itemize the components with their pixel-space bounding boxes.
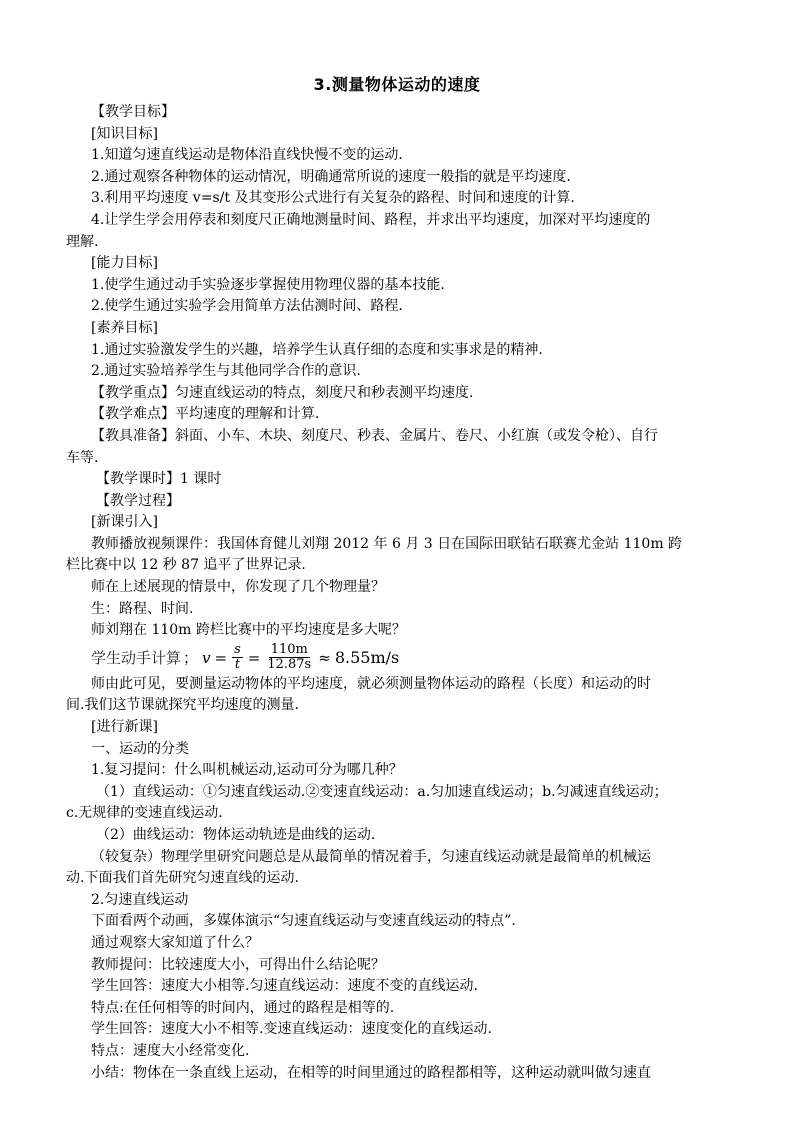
summary: 小结：物体在一条直线上运动，在相等的时间里通过的路程都相等，这种运动就叫做匀速直: [91, 1064, 651, 1081]
teaching-key-points: 【教学重点】匀速直线运动的特点，刻度尺和秒表测平均速度.: [91, 384, 474, 401]
formula-separator: ；: [183, 648, 199, 667]
paragraph-simplest-motion-cont: 动.下面我们首先研究匀速直线的运动.: [66, 870, 299, 887]
subheading-ability-goals: [能力目标]: [91, 255, 158, 272]
paragraph-simplest-motion: （较复杂）物理学里研究问题总是从最简单的情况着手，匀速直线运动就是最简单的机械运: [91, 848, 651, 865]
fraction-denominator-t: t: [234, 657, 241, 673]
ability-goal-1: 1.使学生通过动手实验逐步掌握使用物理仪器的基本技能.: [91, 276, 445, 293]
formula-approx: ≈: [318, 648, 331, 667]
fraction-s-over-t: [232, 643, 243, 672]
feature-variable: 特点：速度大小经常变化.: [91, 1042, 250, 1059]
ability-goal-2: 2.使学生通过实验学会用简单方法估测时间、路程.: [91, 298, 403, 315]
literacy-goal-2: 2.通过实验培养学生与其他同学合作的意识.: [91, 363, 361, 380]
teacher-question-quantities: 师在上述展现的情景中，你发现了几个物理量？: [91, 579, 385, 596]
paragraph-video-intro: 教师播放视频课件：我国体育健儿刘翔 2012 年 6 月 3 日在国际田联钻石联赛尤金站 110m 跨: [91, 535, 683, 552]
teaching-hours: 【教学课时】1 课时: [96, 471, 222, 488]
subheading-new-lesson-intro: [新课引入]: [91, 514, 158, 531]
knowledge-goal-4: 4.让学生学会用停表和刻度尺正确地测量时间、路程，并求出平均速度，加深对平均速度的: [91, 211, 651, 228]
subheading-literacy-goals: [素养目标]: [91, 319, 158, 336]
document-body: [66, 102, 734, 1084]
linear-motion-types-cont: c.无规律的变速直线运动.: [66, 805, 223, 822]
fraction-numerator-s: s: [234, 642, 241, 658]
section-motion-classification: 一、运动的分类: [91, 740, 189, 757]
curvilinear-motion: （2）曲线运动：物体运动轨迹是曲线的运动.: [96, 827, 376, 843]
document-title: 3.测量物体运动的速度: [313, 75, 481, 94]
knowledge-goal-2: 2.通过观察各种物体的运动情况，明确通常所说的速度一般指的就是平均速度.: [91, 168, 571, 185]
formula-velocity-symbol: v: [202, 648, 211, 667]
student-answer-uniform: 学生回答：速度大小相等.匀速直线运动：速度不变的直线运动.: [91, 978, 478, 995]
observation-question: 通过观察大家知道了什么？: [91, 934, 259, 951]
teaching-difficulties: 【教学难点】平均速度的理解和计算.: [91, 406, 320, 423]
speed-formula: [66, 642, 734, 674]
fraction-denominator-time: 12.87s: [267, 657, 312, 673]
subheading-knowledge-goals: [知识目标]: [91, 125, 158, 142]
linear-motion-types: （1）直线运动：①匀速直线运动.②变速直线运动：a.匀加速直线运动；b.匀减速直线运动；: [96, 783, 668, 800]
fraction-distance-over-time: [265, 643, 313, 672]
teacher-question-average-speed: 师刘翔在 110m 跨栏比赛中的平均速度是多大呢？: [91, 622, 406, 639]
section-uniform-linear-motion: 2.匀速直线运动: [91, 891, 189, 908]
student-answer-quantities: 生：路程、时间.: [91, 600, 194, 617]
paragraph-video-intro-cont: 栏比赛中以 12 秒 87 追平了世界记录.: [66, 557, 306, 574]
teaching-aids: 【教具准备】斜面、小车、木块、刻度尺、秒表、金属片、卷尺、小红旗（或发令枪）、自行: [91, 427, 658, 444]
paragraph-conclusion-cont: 间.我们这节课就探究平均速度的测量.: [66, 697, 299, 714]
animation-demo: 下面看两个动画，多媒体演示“匀速直线运动与变速直线运动的特点”.: [91, 913, 516, 930]
heading-teaching-goals: 【教学目标】: [91, 104, 175, 120]
paragraph-conclusion: 师由此可见，要测量运动物体的平均速度，就必须测量物体运动的路程（长度）和运动的时: [91, 675, 651, 692]
teaching-aids-cont: 车等.: [66, 449, 99, 466]
formula-equals: =: [214, 648, 228, 667]
knowledge-goal-4-cont: 理解.: [66, 233, 99, 250]
formula-label: 学生动手计算: [91, 648, 182, 667]
formula-result: 8.55m/s: [334, 647, 400, 667]
knowledge-goal-1: 1.知道匀速直线运动是物体沿直线快慢不变的运动.: [91, 147, 403, 164]
subheading-new-lesson: [进行新课]: [91, 719, 158, 736]
teacher-question-compare: 教师提问：比较速度大小，可得出什么结论呢？: [91, 956, 385, 973]
feature-uniform: 特点:在任何相等的时间内，通过的路程是相等的.: [91, 999, 395, 1016]
formula-equals-2: =: [247, 648, 261, 667]
knowledge-goal-3: 3.利用平均速度 v=s/t 及其变形公式进行有关复杂的路程、时间和速度的计算.: [91, 190, 575, 207]
student-answer-variable: 学生回答：速度大小不相等.变速直线运动：速度变化的直线运动.: [91, 1021, 492, 1038]
literacy-goal-1: 1.通过实验激发学生的兴趣，培养学生认真仔细的态度和实事求是的精神.: [91, 341, 543, 358]
review-question: 1.复习提问：什么叫机械运动,运动可分为哪几种？: [91, 762, 403, 779]
fraction-numerator-distance: 110m: [270, 642, 308, 658]
heading-teaching-process: 【教学过程】: [96, 492, 180, 509]
